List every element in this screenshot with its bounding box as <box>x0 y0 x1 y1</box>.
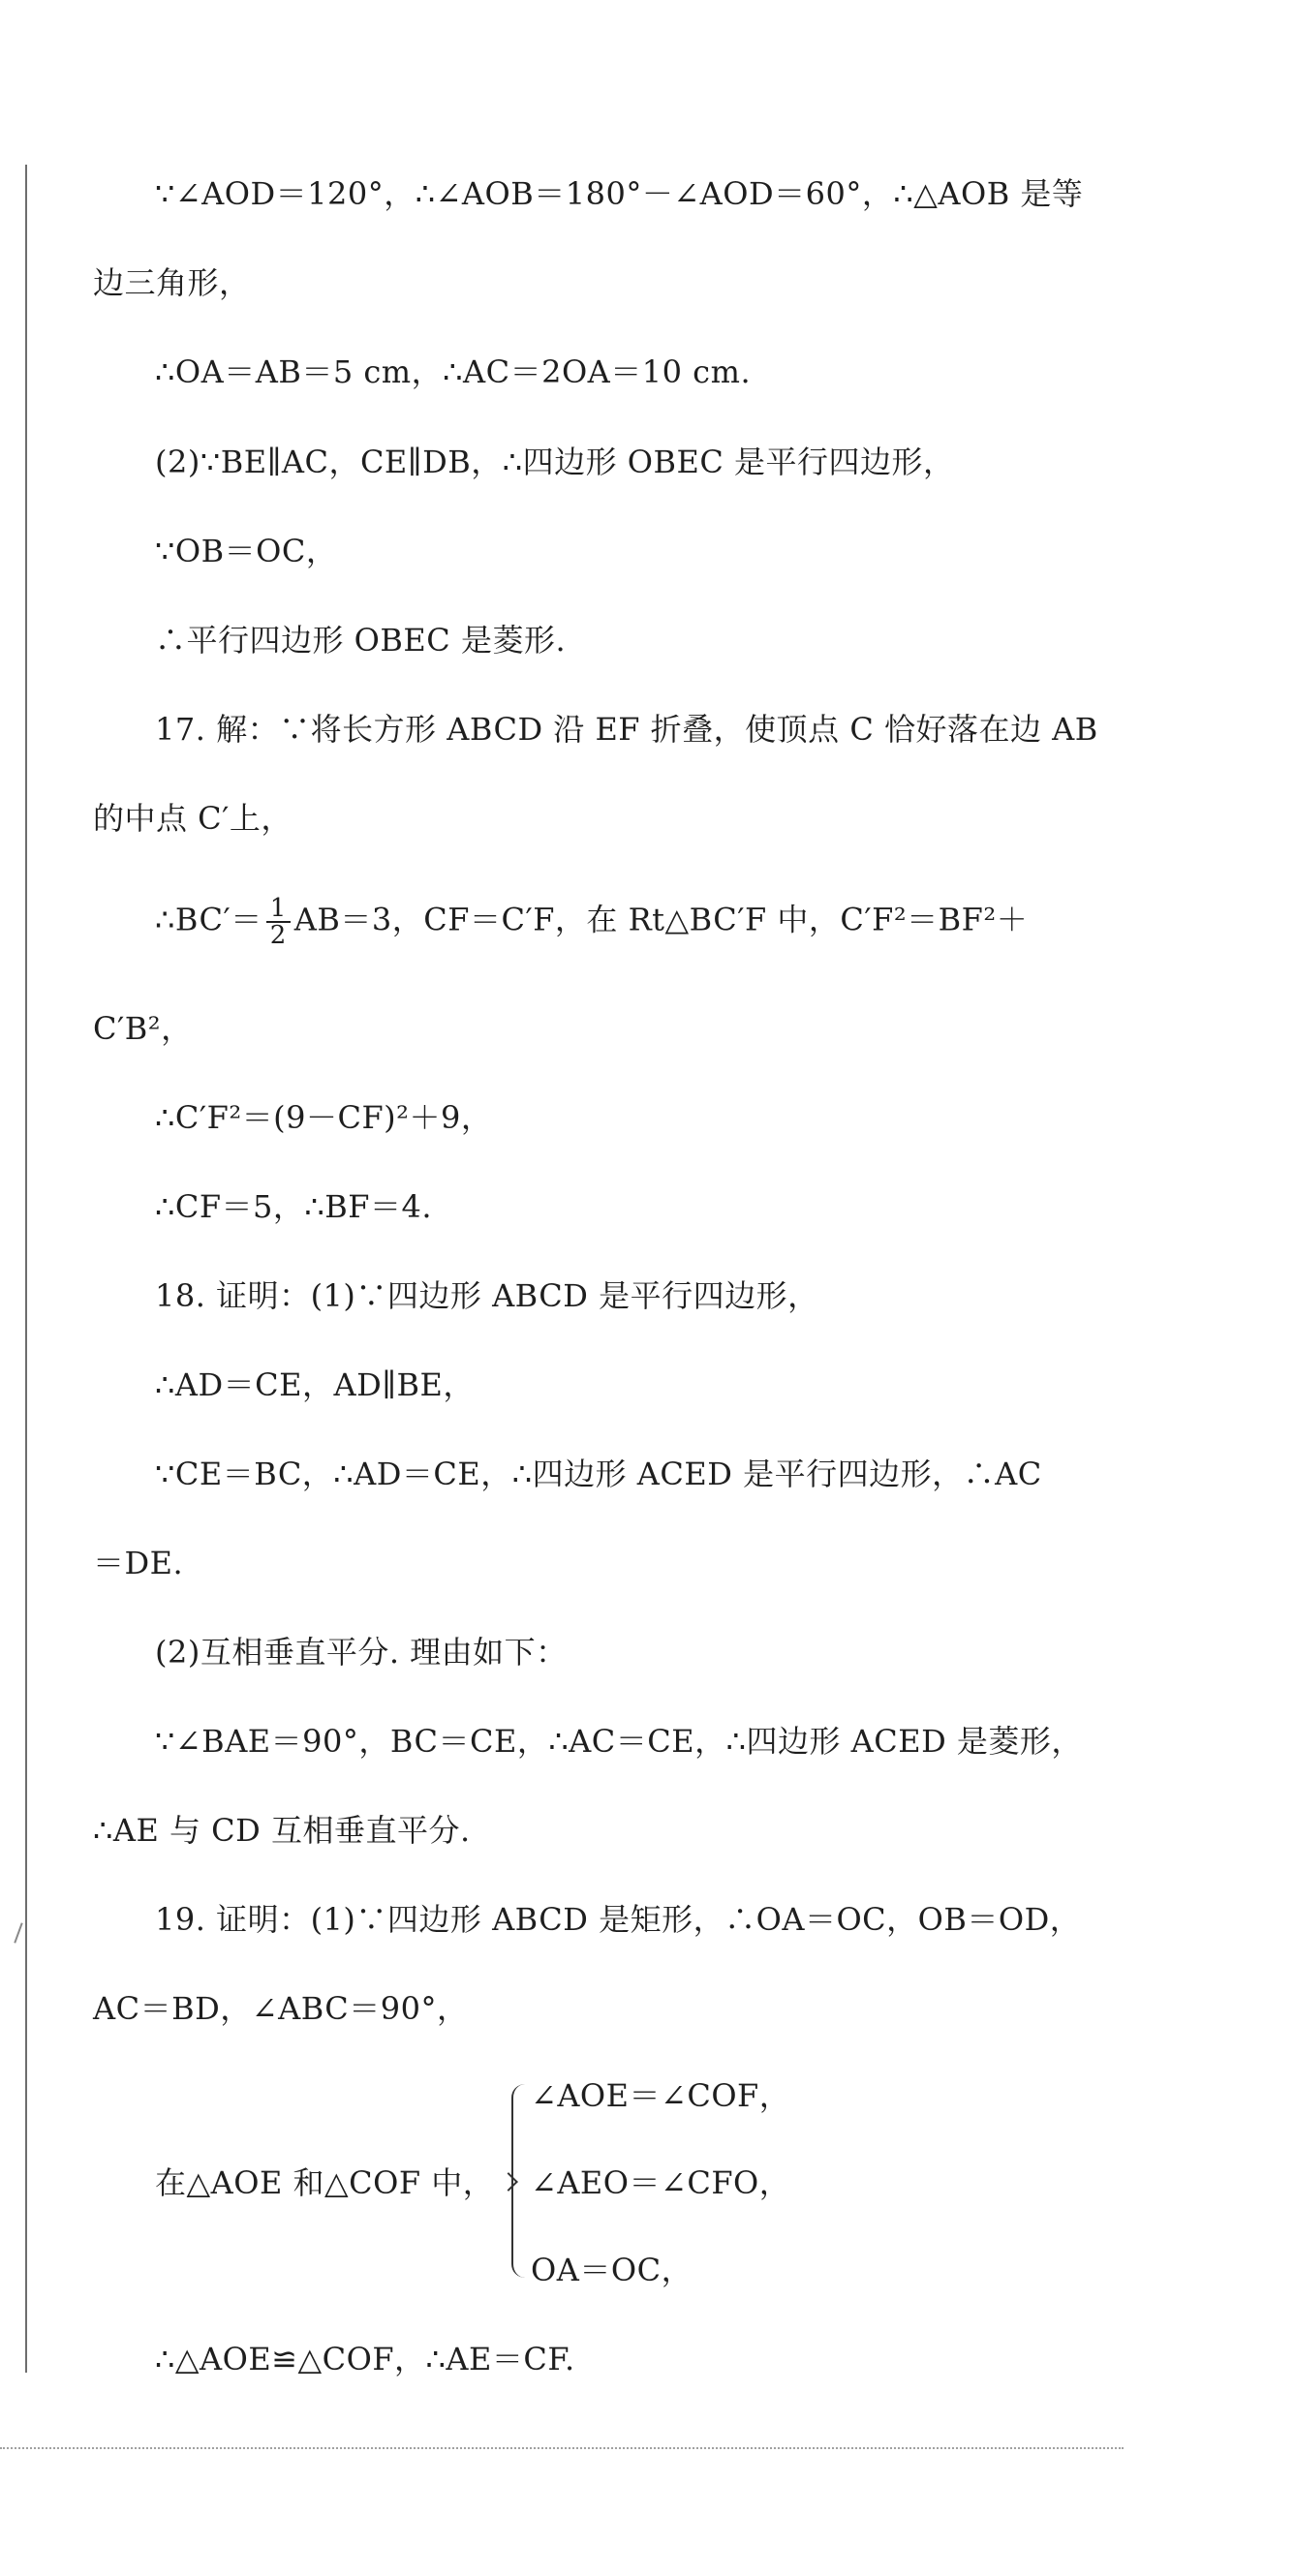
text-line-2: 边三角形， <box>93 264 251 301</box>
condition-line-1: ∠AOE＝∠COF， <box>531 2077 791 2114</box>
fraction-one-half <box>266 896 291 948</box>
text-line-8: 的中点 C′上， <box>93 800 293 837</box>
text-line-7: 17. 解：∵将长方形 ABCD 沿 EF 折叠，使顶点 C 恰好落在边 AB <box>155 711 1098 748</box>
margin-tick <box>14 1922 22 1943</box>
text-line-14: ∴AD＝CE，AD∥BE， <box>155 1366 475 1403</box>
left-margin-rule <box>25 165 27 2373</box>
text-line-26: ∴△AOE≌△COF，∴AE＝CF. <box>155 2341 575 2377</box>
condition-line-3: OA＝OC， <box>531 2252 693 2288</box>
line-9-post: AB＝3，CF＝C′F，在 Rt△BC′F 中，C′F²＝BF²＋ <box>293 901 1029 938</box>
page-bottom-dotted-rule <box>0 2447 1124 2449</box>
text-line-19: ∴AE 与 CD 互相垂直平分. <box>93 1812 471 1849</box>
text-line-21: AC＝BD，∠ABC＝90°， <box>93 1990 469 2027</box>
text-line-9 <box>155 896 1028 948</box>
fraction-numerator: 1 <box>266 896 291 923</box>
text-line-11: ∴C′F²＝(9－CF)²＋9， <box>155 1099 493 1136</box>
text-line-15: ∵CE＝BC，∴AD＝CE，∴四边形 ACED 是平行四边形，∴AC <box>155 1456 1042 1492</box>
text-line-18: ∵∠BAE＝90°，BC＝CE，∴AC＝CE，∴四边形 ACED 是菱形， <box>155 1723 1083 1760</box>
text-line-10: C′B²， <box>93 1010 193 1047</box>
text-line-22: 在△AOE 和△COF 中， <box>155 2164 495 2201</box>
text-line-20: 19. 证明：(1)∵四边形 ABCD 是矩形，∴OA＝OC，OB＝OD， <box>155 1901 1082 1938</box>
text-line-6: ∴平行四边形 OBEC 是菱形. <box>155 622 567 659</box>
text-line-1: ∵∠AOD＝120°，∴∠AOB＝180°－∠AOD＝60°，∴△AOB 是等 <box>155 175 1084 212</box>
text-line-16: ＝DE. <box>93 1545 184 1581</box>
text-line-4: (2)∵BE∥AC，CE∥DB，∴四边形 OBEC 是平行四边形， <box>155 444 955 480</box>
fraction-denominator: 2 <box>269 921 287 950</box>
text-line-12: ∴CF＝5，∴BF＝4. <box>155 1188 433 1225</box>
text-line-17: (2)互相垂直平分. 理由如下： <box>155 1634 568 1671</box>
condition-line-2: ∠AEO＝∠CFO， <box>531 2164 791 2201</box>
line-9-pre: ∴BC′＝ <box>155 901 262 938</box>
text-line-5: ∵OB＝OC， <box>155 533 338 569</box>
text-line-13: 18. 证明：(1)∵四边形 ABCD 是平行四边形， <box>155 1277 819 1314</box>
text-line-3: ∴OA＝AB＝5 cm，∴AC＝2OA＝10 cm. <box>155 353 752 390</box>
